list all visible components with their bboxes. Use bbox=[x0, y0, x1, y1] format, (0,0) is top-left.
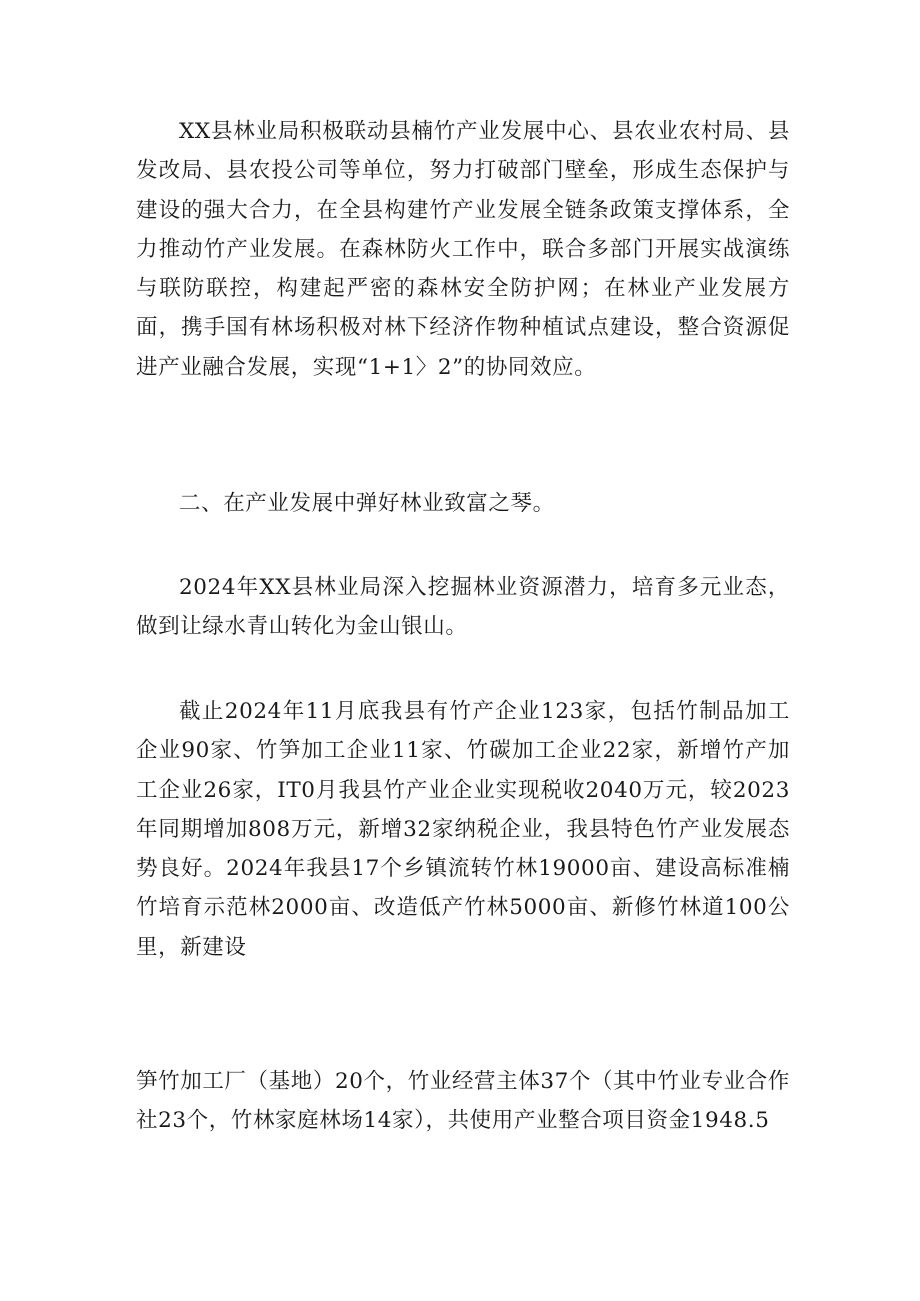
paragraph-forest-resources: 2024年XX县林业局深入挖掘林业资源潜力，培育多元业态，做到让绿水青山转化为金山银山。 bbox=[136, 575, 790, 640]
paragraph-coordination: XX县林业局积极联动县楠竹产业发展中心、县农业农村局、县发改局、县农投公司等单位，努力打破部门壁垒，形成生态保护与建设的强大合力，在全县构建竹产业发展全链条政策支撑体系，全力推动竹产业发展。在森林防火工作中，联合多部门开展实战演练与联防联控，构建起严密的森林安全防护网；在林业产业发展方面，携手国有林场积极对林下经济作物种植试点建设，整合资源促进产业融合发展，实现“1+1〉2”的协同效应。 bbox=[136, 119, 790, 380]
paragraph-processing-plants: 笋竹加工厂（基地）20个，竹业经营主体37个（其中竹业专业合作社23个，竹林家庭林场14家），共使用产业整合项目资金1948.5 bbox=[136, 1069, 790, 1134]
section-heading-industry: 二、在产业发展中弹好林业致富之琴。 bbox=[179, 491, 555, 516]
paragraph-bamboo-enterprises: 截止2024年11月底我县有竹产企业123家，包括竹制品加工企业90家、竹笋加工企业11家、竹碳加工企业22家，新增竹产加工企业26家，IT0月我县竹产业企业实现税收2040万元，较2023年同期增加808万元，新增32家纳税企业，我县特色竹产业发展态势良好。2024年我县17个乡镇流转竹林19000亩、建设高标准楠竹培育示范林2000亩、改造低产竹林5000亩、新修竹林道100公里，新建设 bbox=[136, 699, 790, 960]
